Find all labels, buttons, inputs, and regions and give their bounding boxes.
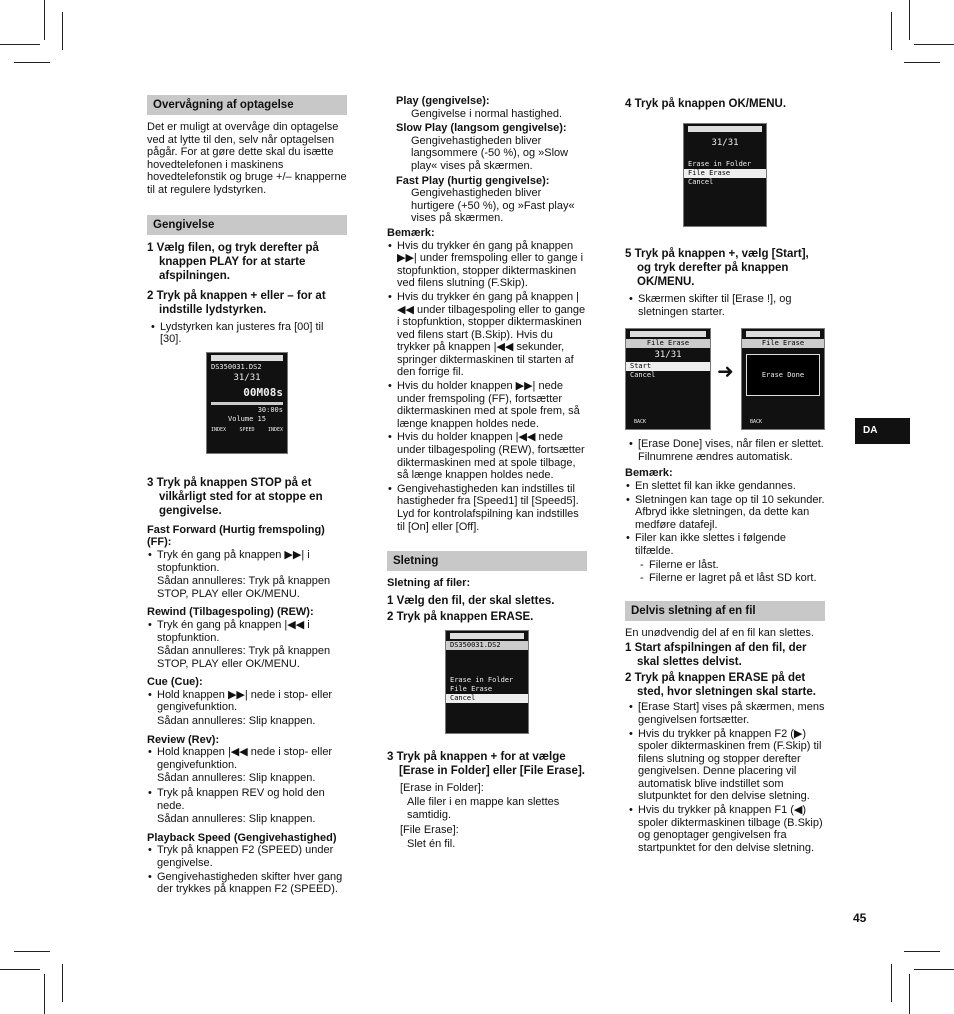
menu-erase-in-folder: Erase in Folder <box>450 675 514 684</box>
review-cancel-2: Sådan annulleres: Slip knappen. <box>157 813 316 826</box>
softkey-f1: INDEX <box>211 426 227 433</box>
crop-mark <box>14 62 50 63</box>
rew-cancel: Sådan annulleres: Tryk på knappen STOP, PLAY eller OK/MENU. <box>157 645 331 670</box>
screen-filename: DS350031.DS2 <box>211 362 262 371</box>
review-cancel-1: Sådan annulleres: Slip knappen. <box>157 772 316 785</box>
erase-in-folder-text: Alle filer i en mappe kan slettes samtidig. <box>407 796 560 821</box>
note-2: • Sletningen kan tage op til 10 sekunder. Afbryd ikke sletningen, da dette kan medføre datafejl. <box>635 494 825 532</box>
partial-note-3: • Hvis du trykker på knappen F1 (◀) spoler diktermaskinen tilbage (B.Skip) og genoptager gengivelsen fra startpunktet for den delvise sletning. <box>638 804 825 854</box>
section-heading-monitoring: Overvågning af optagelse <box>147 95 347 115</box>
crop-mark <box>62 964 63 1002</box>
screen-length: 30:00s <box>257 405 283 414</box>
crop-mark <box>904 62 940 63</box>
crop-mark <box>44 0 45 40</box>
step-1: 1 Vælg filen, og tryk derefter på knappen PLAY for at starte afspilningen. <box>147 241 319 282</box>
screen-elapsed-time: 00M08s <box>243 385 283 399</box>
partial-step-2: 2 Tryk på knappen ERASE på det sted, hvor sletningen skal starte. <box>625 672 816 699</box>
partial-note-1: • [Erase Start] vises på skærmen, mens gengivelsen fortsætter. <box>638 701 825 726</box>
device-screen-start <box>625 328 711 430</box>
screen-title: File Erase <box>626 339 710 348</box>
rew-bullet: • Tryk én gang på knappen |◀◀ i stopfunktion. <box>157 619 347 644</box>
section-heading-playback: Gengivelse <box>147 215 347 235</box>
screen-file-count: 31/31 <box>233 372 261 383</box>
speed-bullet-2: • Gengivehastigheden skifter hver gang der trykkes på knappen F2 (SPEED). <box>157 871 347 896</box>
speed-heading: Playback Speed (Gengivehastighed) <box>147 831 337 844</box>
review-bullet-1: • Hold knappen |◀◀ nede i stop- eller gengivefunktion. <box>157 746 347 771</box>
section-heading-erase: Sletning <box>387 551 587 571</box>
column-3 <box>625 95 825 855</box>
slow-heading: Slow Play (langsom gengivelse): <box>396 122 567 135</box>
review-heading: Review (Rev): <box>147 733 220 746</box>
note-5: • Gengivehastigheden kan indstilles til hastigheder fra [Speed1] til [Speed5]. Lyd for kontrolafspilning kan indstilles til [On] eller [Off]. <box>397 483 587 533</box>
note-heading: Bemærk: <box>625 467 673 480</box>
menu-erase-in-folder: Erase in Folder <box>688 160 752 168</box>
status-bar <box>630 331 706 337</box>
device-screen-playback <box>206 352 288 454</box>
note-3-case-1: - Filerne er låst. <box>649 559 825 572</box>
erase-step-2: 2 Tryk på knappen ERASE. <box>387 610 534 623</box>
note-1: • En slettet fil kan ikke gendannes. <box>635 480 825 493</box>
erase-step-5: 5 Tryk på knappen +, vælg [Start], og tryk derefter på knappen OK/MENU. <box>625 248 809 288</box>
fast-text: Gengivehastigheden bliver hurtigere (+50 %), og »Fast play« vises på skærmen. <box>411 187 575 225</box>
softkey-f3: INDEX <box>267 426 283 433</box>
cue-heading: Cue (Cue): <box>147 676 203 689</box>
crop-mark <box>891 12 892 50</box>
softkey-f2: SPEED <box>239 426 255 433</box>
monitoring-text: Det er muligt at overvåge din optagelse ved at lytte til den, selv når optagelsen pågår. For at gøre dette skal du isætte hovedtelefonen i maskinens hovedtelefonstik og bruge +/– knapperne til at regulere lydstyrken. <box>147 121 347 196</box>
menu-cancel: Cancel <box>688 178 714 186</box>
screen-file-count: 31/31 <box>711 138 739 148</box>
arrow-right-icon: ➜ <box>717 361 734 384</box>
cue-cancel: Sådan annulleres: Slip knappen. <box>157 715 316 728</box>
screen-volume: Volume 15 <box>228 414 266 423</box>
crop-mark <box>904 951 940 952</box>
file-erase-label: [File Erase]: <box>400 823 459 836</box>
note-3: • Hvis du holder knappen ▶▶| nede under fremspoling (FF), fortsætter diktermaskinen med at spole frem, så længe knappen holdes nede. <box>397 380 587 430</box>
note-2: • Hvis du trykker én gang på knappen |◀◀ under tilbagespoling eller to gange i stopfunktion, stopper diktermaskinen ved filens start (B.Skip). Hvis du trykker på knappen |◀◀ sekunder, springer diktermaskinen til starten af den forrige fil. <box>397 291 587 379</box>
speed-bullet-1: • Tryk på knappen F2 (SPEED) under gengivelse. <box>157 844 347 869</box>
ff-bullet: • Tryk én gang på knappen ▶▶| i stopfunktion. <box>157 549 347 574</box>
status-bar <box>450 633 524 639</box>
step-3: 3 Tryk på knappen STOP på et vilkårligt sted for at stoppe en gengivelse. <box>147 476 323 517</box>
menu-cancel: Cancel <box>630 371 656 380</box>
menu-start: Start <box>626 362 710 371</box>
partial-step-1: 1 Start afspilningen af den fil, der skal slettes delvist. <box>625 642 807 669</box>
screen-message: Erase Done <box>761 370 805 379</box>
menu-file-erase: File Erase <box>684 169 766 178</box>
slow-text: Gengivehastigheden bliver langsommere (-50 %), og »Slow play« vises på skærmen. <box>411 134 569 172</box>
erase-done-note: • [Erase Done] vises, når filen er slettet. Filnumrene ændres automatisk. <box>638 438 825 463</box>
rew-heading: Rewind (Tilbagespoling) (REW): <box>147 606 314 619</box>
erase-files-label: Sletning af filer: <box>387 577 471 590</box>
softkey-back: BACK <box>634 419 647 426</box>
screen-file-count: 31/31 <box>654 350 682 361</box>
erase-start-note: • Skærmen skifter til [Erase !], og sletningen starter. <box>638 293 825 318</box>
ff-cancel: Sådan annulleres: Tryk på knappen STOP, PLAY eller OK/MENU. <box>157 575 331 600</box>
device-screen-erase-confirm <box>683 123 767 227</box>
volume-note: • Lydstyrken kan justeres fra [00] til [30]. <box>160 321 347 346</box>
crop-mark <box>44 974 45 1014</box>
crop-mark <box>0 44 40 45</box>
crop-mark <box>891 964 892 1002</box>
column-2 <box>387 95 587 853</box>
menu-cancel: Cancel <box>446 694 528 703</box>
play-text: Gengivelse i normal hastighed. <box>411 107 563 120</box>
screen-title: File Erase <box>742 339 824 348</box>
crop-mark <box>14 951 50 952</box>
page-number: 45 <box>853 911 867 925</box>
note-4: • Hvis du holder knappen |◀◀ nede under tilbagespoling (REW), fortsætter diktermaskinen med at spole tilbage, så længe knappen holdes nede. <box>397 431 587 481</box>
crop-mark <box>0 969 40 970</box>
step-2: 2 Tryk på knappen + eller – for at indstille lydstyrken. <box>147 289 326 316</box>
progress-bar <box>211 402 283 405</box>
note-3-case-2: - Filerne er lagret på et låst SD kort. <box>649 572 825 585</box>
status-bar <box>688 126 762 132</box>
erase-in-folder-label: [Erase in Folder]: <box>400 781 484 794</box>
erase-step-1: 1 Vælg den fil, der skal slettes. <box>387 594 555 607</box>
review-bullet-2: • Tryk på knappen REV og hold den nede. <box>157 787 347 812</box>
play-heading: Play (gengivelse): <box>396 95 490 107</box>
partial-erase-intro: En unødvendig del af en fil kan slettes. <box>625 626 814 639</box>
softkey-back: BACK <box>750 419 763 426</box>
status-bar <box>746 331 820 337</box>
device-screen-erase-menu <box>445 630 529 734</box>
screen-filename: DS350031.DS2 <box>446 641 528 650</box>
crop-mark <box>909 974 910 1014</box>
crop-mark <box>909 0 910 40</box>
crop-mark <box>62 12 63 50</box>
file-erase-text: Slet én fil. <box>407 838 456 851</box>
ff-heading: Fast Forward (Hurtig fremspoling) (FF): <box>147 523 325 549</box>
status-bar <box>211 355 283 361</box>
fast-heading: Fast Play (hurtig gengivelse): <box>396 174 550 187</box>
device-screen-erase-done <box>741 328 825 430</box>
partial-note-2: • Hvis du trykker på knappen F2 (▶) spoler diktermaskinen frem (F.Skip) til filens slutning og stopper derefter gengivelsen. Denne placering vil automatisk blive indstillet som slutpunktet for den delvise sletning. <box>638 728 825 804</box>
erase-step-4: 4 Tryk på knappen OK/MENU. <box>625 98 787 110</box>
cue-bullet: • Hold knappen ▶▶| nede i stop- eller gengivefunktion. <box>157 689 347 714</box>
note-3: • Filer kan ikke slettes i følgende tilfælde. <box>635 532 825 557</box>
crop-mark <box>914 44 954 45</box>
section-heading-partial-erase: Delvis sletning af en fil <box>625 601 825 621</box>
crop-mark <box>914 969 954 970</box>
language-tab: DA <box>855 418 910 444</box>
menu-file-erase: File Erase <box>450 684 493 693</box>
erase-step-3: 3 Tryk på knappen + for at vælge [Erase in Folder] eller [File Erase]. <box>387 750 585 777</box>
note-1: • Hvis du trykker én gang på knappen ▶▶| under fremspoling eller to gange i stopfunktion, stopper diktermaskinen ved filens slutning (F.Skip). <box>397 240 587 290</box>
note-heading: Bemærk: <box>387 226 435 239</box>
column-1 <box>147 95 347 897</box>
